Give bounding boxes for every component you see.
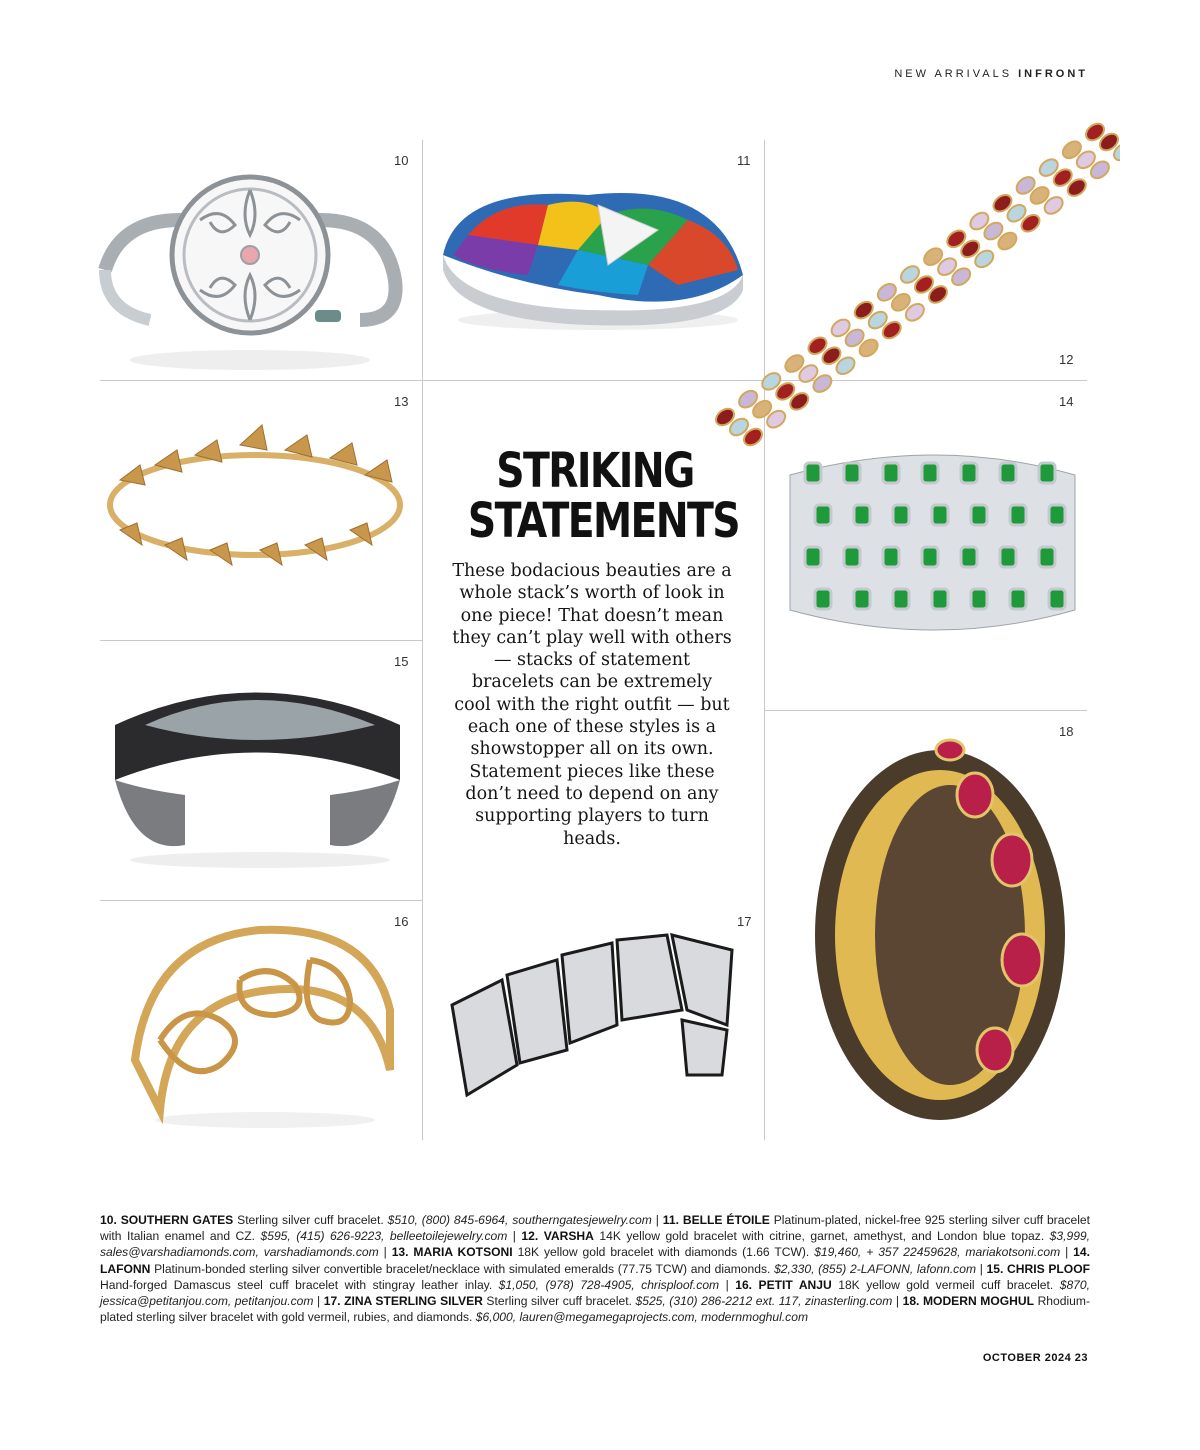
credit-brand: 10. SOUTHERN GATES bbox=[100, 1213, 234, 1227]
emerald bbox=[1000, 547, 1016, 567]
bracelet-photo-lafonn bbox=[785, 435, 1080, 650]
emerald bbox=[893, 505, 909, 525]
emerald bbox=[1010, 505, 1026, 525]
tile-number: 18 bbox=[1059, 724, 1074, 739]
credit-description: 18K yellow gold vermeil cuff bracelet. bbox=[831, 1277, 1060, 1292]
credit-info: $1,050, (978) 728-4905, chrisploof.com bbox=[498, 1277, 720, 1292]
emerald bbox=[961, 463, 977, 483]
credit-info: $2,330, (855) 2-LAFONN, lafonn.com bbox=[774, 1261, 977, 1276]
bracelet-photo-varsha bbox=[700, 112, 1120, 447]
emerald bbox=[971, 505, 987, 525]
headline-line: STRIKING bbox=[496, 443, 694, 499]
tile-number: 17 bbox=[737, 914, 752, 929]
emerald bbox=[922, 463, 938, 483]
credit-brand: 15. CHRIS PLOOF bbox=[986, 1261, 1090, 1276]
bracelet-photo-zina-sterling bbox=[442, 925, 752, 1125]
emerald bbox=[815, 589, 831, 609]
credit-info: $6,000, lauren@megamegaprojects.com, modernmoghul.com bbox=[475, 1310, 809, 1325]
emerald bbox=[971, 589, 987, 609]
credit-brand: 17. ZINA STERLING SILVER bbox=[323, 1294, 483, 1309]
credit-description: Platinum-bonded sterling silver convertible bracelet/necklace with simulated emeralds (77.75 TCW) and diamonds. bbox=[150, 1261, 775, 1276]
emerald bbox=[844, 463, 860, 483]
emerald bbox=[893, 589, 909, 609]
credit-info: $595, (415) 626-9223, belleetoilejewelry.com bbox=[260, 1229, 508, 1244]
credit-brand: 13. MARIA KOTSONI bbox=[391, 1245, 513, 1260]
tile-number: 15 bbox=[394, 654, 409, 669]
credit-info: $19,460, + 357 22459628, mariakotsoni.com bbox=[814, 1245, 1061, 1260]
credit-description: Platinum-plated, nickel-free 925 sterling silver cuff bracelet with Italian enamel and CZ. bbox=[100, 1213, 1090, 1244]
running-head bbox=[894, 68, 1088, 80]
grid-divider bbox=[422, 140, 423, 1140]
emerald bbox=[1039, 463, 1055, 483]
tile-number: 12 bbox=[1059, 352, 1074, 367]
section-label: NEW ARRIVALS bbox=[894, 68, 1013, 80]
credit-description: Rhodium-plated sterling silver bracelet with gold vermeil, rubies, and diamonds. bbox=[100, 1294, 1090, 1325]
emerald bbox=[932, 589, 948, 609]
bracelet-photo-chris-ploof bbox=[105, 665, 410, 870]
emerald bbox=[815, 505, 831, 525]
emerald bbox=[1049, 589, 1065, 609]
feature-headline bbox=[467, 443, 739, 549]
feature-dek: These bodacious beauties are a whole stack’s worth of look in one piece! That doesn’t mean they can’t play well with others — stacks of statement bracelets can be extremely cool with the right outfit — but each one of these styles is a showstopper all on its own. Statement pieces like these don’t need to depend on any supporting players to turn heads. bbox=[452, 561, 732, 849]
emerald bbox=[844, 547, 860, 567]
emerald bbox=[883, 463, 899, 483]
credit-description: 14K yellow gold bracelet with citrine, garnet, amethyst, and London blue topaz. bbox=[593, 1229, 1050, 1244]
page-folio: OCTOBER 2024 23 bbox=[982, 1352, 1088, 1364]
bracelet-photo-maria-kotsoni bbox=[100, 420, 410, 580]
grid-divider bbox=[100, 640, 422, 641]
product-credits: 10. SOUTHERN GATES Sterling silver cuff bracelet. $510, (800) 845-6964, southerngatesjewelry.com | 11. BELLE ÉTOILE Platinum-plated, nickel-free 925 sterling silver cuff bracelet with Italian enamel and CZ. $595, (415) 626-9223, belleetoilejewelry.com | 12. VARSHA 14K yellow gold bracelet with citrine, garnet, amethyst, and London blue topaz. $3,999, sales@varshadiamonds.com, varshadiamonds.com | 13. MARIA KOTSONI 18K yellow gold bracelet with diamonds (1.66 TCW). $19,460, + 357 22459628, mariakotsoni.com | 14. LAFONN Platinum-bonded sterling silver convertible bracelet/necklace with simulated emeralds (77.75 TCW) and diamonds. $2,330, (855) 2-LAFONN, lafonn.com | 15. CHRIS PLOOF Hand-forged Damascus steel cuff bracelet with stingray leather inlay. $1,050, (978) 728-4905, chrisploof.com | 16. PETIT ANJU 18K yellow gold vermeil cuff bracelet. $870, jessica@petitanjou.com, petitanjou.com | 17. ZINA STERLING SILVER Sterling silver cuff bracelet. $525, (310) 286-2212 ext. 117, zinasterling.com | 18. MODERN MOGHUL Rhodium-plated sterling silver bracelet with gold vermeil, rubies, and diamonds. $6,000, lauren@megamegaprojects.com, modernmoghul.com bbox=[100, 1213, 1091, 1325]
emerald bbox=[854, 505, 870, 525]
tile-number: 16 bbox=[394, 914, 409, 929]
credit-info: $510, (800) 845-6964, southerngatesjewelry.com bbox=[387, 1213, 652, 1227]
tile-number: 13 bbox=[394, 394, 409, 409]
emerald bbox=[805, 463, 821, 483]
bracelet-photo-modern-moghul bbox=[790, 730, 1085, 1130]
credit-brand: 12. VARSHA bbox=[521, 1229, 594, 1244]
emerald bbox=[1010, 589, 1026, 609]
credit-brand: 14. LAFONN bbox=[100, 1245, 1090, 1276]
credit-info: $3,999, sales@varshadiamonds.com, varshadiamonds.com bbox=[100, 1229, 1091, 1260]
emerald bbox=[922, 547, 938, 567]
bracelet-photo-petit-anju bbox=[120, 920, 405, 1130]
tile-number: 14 bbox=[1059, 394, 1074, 409]
bracelet-photo-southern-gates bbox=[90, 160, 410, 375]
credit-brand: 16. PETIT ANJU bbox=[735, 1277, 832, 1292]
credit-brand: 11. BELLE ÉTOILE bbox=[662, 1213, 770, 1227]
emerald bbox=[854, 589, 870, 609]
brand-label: INFRONT bbox=[1018, 68, 1088, 80]
credit-description: Sterling silver cuff bracelet. bbox=[482, 1294, 636, 1309]
credit-description: Hand-forged Damascus steel cuff bracelet with stingray leather inlay. bbox=[100, 1277, 499, 1292]
credit-info: $870, jessica@petitanjou.com, petitanjou.com bbox=[100, 1277, 1090, 1309]
credit-brand: 18. MODERN MOGHUL bbox=[902, 1294, 1035, 1309]
emerald bbox=[805, 547, 821, 567]
credit-info: $525, (310) 286-2212 ext. 117, zinasterling.com bbox=[635, 1294, 893, 1309]
emerald bbox=[932, 505, 948, 525]
grid-divider bbox=[100, 900, 422, 901]
emerald bbox=[883, 547, 899, 567]
credit-description: 18K yellow gold bracelet with diamonds (1.66 TCW). bbox=[512, 1245, 815, 1260]
headline-line: STATEMENTS bbox=[467, 493, 739, 549]
emerald bbox=[1000, 463, 1016, 483]
emerald bbox=[1039, 547, 1055, 567]
tile-number: 10 bbox=[394, 153, 409, 168]
credit-description: Sterling silver cuff bracelet. bbox=[233, 1213, 388, 1227]
grid-divider bbox=[764, 710, 1087, 711]
emerald bbox=[961, 547, 977, 567]
tile-number: 11 bbox=[737, 153, 751, 168]
emerald bbox=[1049, 505, 1065, 525]
